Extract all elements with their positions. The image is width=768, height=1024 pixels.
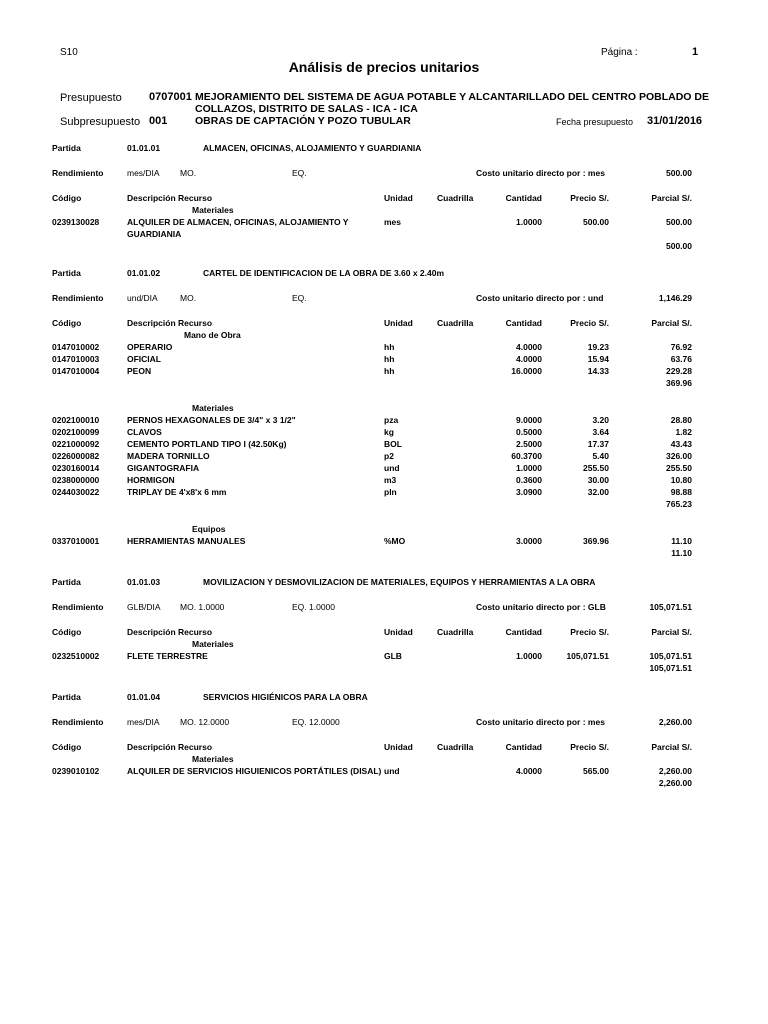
- costo-unitario-label: Costo unitario directo por : und: [476, 293, 604, 303]
- column-header-row: [0, 318, 768, 330]
- resource-description: OPERARIO: [127, 342, 173, 352]
- resource-parcial: 28.80: [670, 415, 692, 425]
- table-row: [0, 651, 768, 663]
- group-name: Mano de Obra: [184, 330, 241, 340]
- partida-label: Partida: [52, 692, 81, 702]
- col-cuadrilla: Cuadrilla: [437, 318, 474, 328]
- col-codigo: Código: [52, 193, 82, 203]
- resource-parcial: 76.92: [670, 342, 692, 352]
- resource-unit: kg: [384, 427, 394, 437]
- resource-description: FLETE TERRESTRE: [127, 651, 208, 661]
- subpresupuesto-name: OBRAS DE CAPTACIÓN Y POZO TUBULAR: [195, 115, 411, 127]
- resource-description: OFICIAL: [127, 354, 161, 364]
- group-subtotal: [0, 548, 768, 560]
- mano-de-obra-rend: MO. 12.0000: [180, 717, 230, 727]
- col-parcial: Parcial S/.: [651, 627, 692, 637]
- col-parcial: Parcial S/.: [651, 318, 692, 328]
- resource-code: 0244030022: [52, 487, 100, 497]
- resource-unit: m3: [384, 475, 397, 485]
- resource-precio: 3.20: [592, 415, 609, 425]
- col-descripcion: Descripción Recurso: [127, 627, 213, 637]
- costo-unitario-value: 105,071.51: [649, 602, 692, 612]
- col-codigo: Código: [52, 318, 82, 328]
- resource-unit: pln: [384, 487, 397, 497]
- table-row: [0, 439, 768, 451]
- group-subtotal-value: 369.96: [666, 378, 692, 388]
- resource-description: CLAVOS: [127, 427, 162, 437]
- resource-unit: pza: [384, 415, 399, 425]
- resource-precio: 565.00: [583, 766, 609, 776]
- table-row: [0, 427, 768, 439]
- group-name: Equipos: [192, 524, 226, 534]
- col-precio: Precio S/.: [570, 193, 609, 203]
- rendimiento-unit: mes/DIA: [127, 717, 160, 727]
- group-subtotal-value: 105,071.51: [649, 663, 692, 673]
- resource-precio: 14.33: [587, 366, 609, 376]
- resource-description: ALQUILER DE SERVICIOS HIGUIENICOS PORTÁTILES (DISAL): [127, 766, 382, 776]
- rendimiento-row: [0, 717, 768, 729]
- resource-description: PERNOS HEXAGONALES DE 3/4" x 3 1/2": [127, 415, 296, 425]
- resource-unit: BOL: [384, 439, 402, 449]
- resource-cantidad: 0.3600: [516, 475, 542, 485]
- table-row: [0, 475, 768, 487]
- resource-parcial: 63.76: [670, 354, 692, 364]
- resource-code: 0239010102: [52, 766, 100, 776]
- resource-cantidad: 4.0000: [516, 766, 542, 776]
- page-number: 1: [692, 46, 699, 58]
- resource-code: 0147010003: [52, 354, 100, 364]
- resource-cantidad: 3.0900: [516, 487, 542, 497]
- presupuesto-name-line1: MEJORAMIENTO DEL SISTEMA DE AGUA POTABLE Y ALCANTARILLADO DEL CENTRO POBLADO DE: [195, 91, 709, 103]
- resource-parcial: 43.43: [670, 439, 692, 449]
- costo-unitario-label: Costo unitario directo por : mes: [476, 168, 605, 178]
- rendimiento-label: Rendimiento: [52, 168, 104, 178]
- presupuesto-name-line2: COLLAZOS, DISTRITO DE SALAS - ICA - ICA: [195, 103, 418, 115]
- col-descripcion: Descripción Recurso: [127, 193, 213, 203]
- resource-cantidad: 1.0000: [516, 463, 542, 473]
- resource-description: HORMIGON: [127, 475, 175, 485]
- resource-precio: 17.37: [587, 439, 609, 449]
- col-descripcion: Descripción Recurso: [127, 742, 213, 752]
- partida-row: [0, 268, 768, 280]
- table-row: [0, 415, 768, 427]
- partida-row: [0, 143, 768, 155]
- partida-name: ALMACEN, OFICINAS, ALOJAMIENTO Y GUARDIANIA: [203, 143, 422, 153]
- table-row: [0, 463, 768, 475]
- table-row-continuation: [0, 229, 768, 241]
- col-cuadrilla: Cuadrilla: [437, 742, 474, 752]
- mano-de-obra-rend: MO. 1.0000: [180, 602, 225, 612]
- col-unidad: Unidad: [384, 318, 413, 328]
- resource-cantidad: 4.0000: [516, 342, 542, 352]
- resource-precio: 15.94: [587, 354, 609, 364]
- col-descripcion: Descripción Recurso: [127, 318, 213, 328]
- col-codigo: Código: [52, 627, 82, 637]
- partida-label: Partida: [52, 577, 81, 587]
- resource-unit: hh: [384, 354, 395, 364]
- resource-unit: und: [384, 766, 400, 776]
- resource-parcial: 500.00: [666, 217, 692, 227]
- resource-parcial: 229.28: [666, 366, 692, 376]
- rendimiento-row: [0, 293, 768, 305]
- resource-code: 0202100099: [52, 427, 100, 437]
- col-cuadrilla: Cuadrilla: [437, 193, 474, 203]
- resource-unit: p2: [384, 451, 394, 461]
- mano-de-obra-rend: MO.: [180, 168, 197, 178]
- group-subtotal-value: 11.10: [671, 548, 692, 558]
- rendimiento-unit: und/DIA: [127, 293, 158, 303]
- col-precio: Precio S/.: [570, 742, 609, 752]
- col-unidad: Unidad: [384, 742, 413, 752]
- resource-precio: 105,071.51: [566, 651, 609, 661]
- rendimiento-unit: GLB/DIA: [127, 602, 161, 612]
- subpresupuesto-label: Subpresupuesto: [60, 116, 141, 128]
- partida-code: 01.01.03: [127, 577, 161, 587]
- rendimiento-label: Rendimiento: [52, 717, 104, 727]
- resource-parcial: 11.10: [671, 536, 692, 546]
- col-cantidad: Cantidad: [505, 193, 542, 203]
- table-row: [0, 366, 768, 378]
- resource-parcial: 105,071.51: [649, 651, 692, 661]
- resource-unit: hh: [384, 342, 395, 352]
- page-title: Análisis de precios unitarios: [288, 59, 480, 75]
- fecha-value: 31/01/2016: [647, 115, 703, 127]
- group-subtotal-value: 765.23: [666, 499, 692, 509]
- rendimiento-row: [0, 602, 768, 614]
- resource-cantidad: 3.0000: [516, 536, 542, 546]
- group-heading: [0, 754, 768, 766]
- table-row: [0, 766, 768, 778]
- partida-row: [0, 577, 768, 589]
- resource-code: 0230160014: [52, 463, 100, 473]
- resource-cantidad: 1.0000: [516, 217, 542, 227]
- col-cantidad: Cantidad: [505, 627, 542, 637]
- subpresupuesto-code: 001: [149, 115, 168, 127]
- rendimiento-label: Rendimiento: [52, 602, 104, 612]
- group-subtotal-value: 2,260.00: [658, 778, 692, 788]
- table-row: [0, 342, 768, 354]
- presupuesto-label: Presupuesto: [60, 92, 122, 104]
- mano-de-obra-rend: MO.: [180, 293, 197, 303]
- column-header-row: [0, 627, 768, 639]
- equipo-rend: EQ. 12.0000: [292, 717, 340, 727]
- resource-cantidad: 60.3700: [511, 451, 542, 461]
- group-heading: [0, 524, 768, 536]
- resource-description: HERRAMIENTAS MANUALES: [127, 536, 246, 546]
- rendimiento-unit: mes/DIA: [127, 168, 160, 178]
- equipo-rend: EQ.: [292, 168, 307, 178]
- table-row: [0, 536, 768, 548]
- resource-description: MADERA TORNILLO: [127, 451, 210, 461]
- resource-description: GIGANTOGRAFIA: [127, 463, 200, 473]
- resource-unit: hh: [384, 366, 395, 376]
- resource-parcial: 2,260.00: [658, 766, 692, 776]
- partida-code: 01.01.01: [127, 143, 161, 153]
- table-row: [0, 354, 768, 366]
- resource-precio: 255.50: [583, 463, 609, 473]
- table-row: [0, 217, 768, 229]
- group-heading: [0, 403, 768, 415]
- group-subtotal-value: 500.00: [666, 241, 692, 251]
- costo-unitario-value: 500.00: [666, 168, 692, 178]
- resource-unit: %MO: [384, 536, 406, 546]
- resource-cantidad: 4.0000: [516, 354, 542, 364]
- rendimiento-label: Rendimiento: [52, 293, 104, 303]
- table-row: [0, 487, 768, 499]
- group-name: Materiales: [192, 639, 234, 649]
- resource-unit: und: [384, 463, 400, 473]
- resource-code: 0226000082: [52, 451, 100, 461]
- presupuesto-code: 0707001: [149, 91, 192, 103]
- equipo-rend: EQ. 1.0000: [292, 602, 336, 612]
- partida-label: Partida: [52, 268, 81, 278]
- costo-unitario-value: 2,260.00: [658, 717, 692, 727]
- group-subtotal: [0, 241, 768, 253]
- costo-unitario-label: Costo unitario directo por : mes: [476, 717, 605, 727]
- resource-code: 0337010001: [52, 536, 100, 546]
- column-header-row: [0, 193, 768, 205]
- resource-cantidad: 1.0000: [516, 651, 542, 661]
- resource-parcial: 326.00: [666, 451, 692, 461]
- group-heading: [0, 639, 768, 651]
- resource-code: 0232510002: [52, 651, 100, 661]
- page-label: Página :: [601, 47, 638, 58]
- fecha-label: Fecha presupuesto: [556, 117, 634, 127]
- partida-name: CARTEL DE IDENTIFICACION DE LA OBRA DE 3.60 x 2.40m: [203, 268, 445, 278]
- resource-parcial: 10.80: [670, 475, 692, 485]
- group-name: Materiales: [192, 205, 234, 215]
- group-heading: [0, 205, 768, 217]
- resource-cantidad: 0.5000: [516, 427, 542, 437]
- resource-cantidad: 9.0000: [516, 415, 542, 425]
- col-unidad: Unidad: [384, 627, 413, 637]
- group-subtotal: [0, 663, 768, 675]
- resource-code: 0147010004: [52, 366, 100, 376]
- partida-code: 01.01.04: [127, 692, 161, 702]
- col-unidad: Unidad: [384, 193, 413, 203]
- equipo-rend: EQ.: [292, 293, 307, 303]
- resource-description: ALQUILER DE ALMACEN, OFICINAS, ALOJAMIENTO Y: [127, 217, 349, 227]
- resource-precio: 369.96: [583, 536, 609, 546]
- partida-label: Partida: [52, 143, 81, 153]
- resource-description: PEON: [127, 366, 152, 376]
- resource-parcial: 255.50: [666, 463, 692, 473]
- col-cantidad: Cantidad: [505, 742, 542, 752]
- col-cantidad: Cantidad: [505, 318, 542, 328]
- col-cuadrilla: Cuadrilla: [437, 627, 474, 637]
- resource-precio: 3.64: [592, 427, 609, 437]
- resource-description-cont: GUARDIANIA: [127, 229, 182, 239]
- resource-parcial: 1.82: [675, 427, 692, 437]
- col-precio: Precio S/.: [570, 318, 609, 328]
- resource-unit: mes: [384, 217, 402, 227]
- resource-precio: 19.23: [587, 342, 609, 352]
- resource-unit: GLB: [384, 651, 402, 661]
- table-row: [0, 451, 768, 463]
- resource-precio: 5.40: [592, 451, 609, 461]
- resource-description: TRIPLAY DE 4'x8'x 6 mm: [127, 487, 227, 497]
- partida-row: [0, 692, 768, 704]
- resource-code: 0239130028: [52, 217, 100, 227]
- resource-precio: 500.00: [583, 217, 609, 227]
- costo-unitario-value: 1,146.29: [658, 293, 692, 303]
- partida-name: MOVILIZACION Y DESMOVILIZACION DE MATERIALES, EQUIPOS Y HERRAMIENTAS A LA OBRA: [203, 577, 596, 587]
- group-subtotal: [0, 778, 768, 790]
- col-codigo: Código: [52, 742, 82, 752]
- col-parcial: Parcial S/.: [651, 193, 692, 203]
- resource-code: 0147010002: [52, 342, 100, 352]
- resource-code: 0221000092: [52, 439, 100, 449]
- partida-name: SERVICIOS HIGIÉNICOS PARA LA OBRA: [203, 692, 368, 702]
- group-name: Materiales: [192, 403, 234, 413]
- resource-cantidad: 16.0000: [511, 366, 542, 376]
- rendimiento-row: [0, 168, 768, 180]
- partida-code: 01.01.02: [127, 268, 161, 278]
- resource-code: 0202100010: [52, 415, 100, 425]
- resource-precio: 32.00: [587, 487, 609, 497]
- col-precio: Precio S/.: [570, 627, 609, 637]
- col-parcial: Parcial S/.: [651, 742, 692, 752]
- group-name: Materiales: [192, 754, 234, 764]
- resource-cantidad: 2.5000: [516, 439, 542, 449]
- group-heading: [0, 330, 768, 342]
- report-code: S10: [60, 47, 78, 58]
- group-subtotal: [0, 499, 768, 511]
- resource-precio: 30.00: [587, 475, 609, 485]
- costo-unitario-label: Costo unitario directo por : GLB: [476, 602, 606, 612]
- group-subtotal: [0, 378, 768, 390]
- resource-parcial: 98.88: [670, 487, 692, 497]
- column-header-row: [0, 742, 768, 754]
- resource-description: CEMENTO PORTLAND TIPO I (42.50Kg): [127, 439, 287, 449]
- resource-code: 0238000000: [52, 475, 100, 485]
